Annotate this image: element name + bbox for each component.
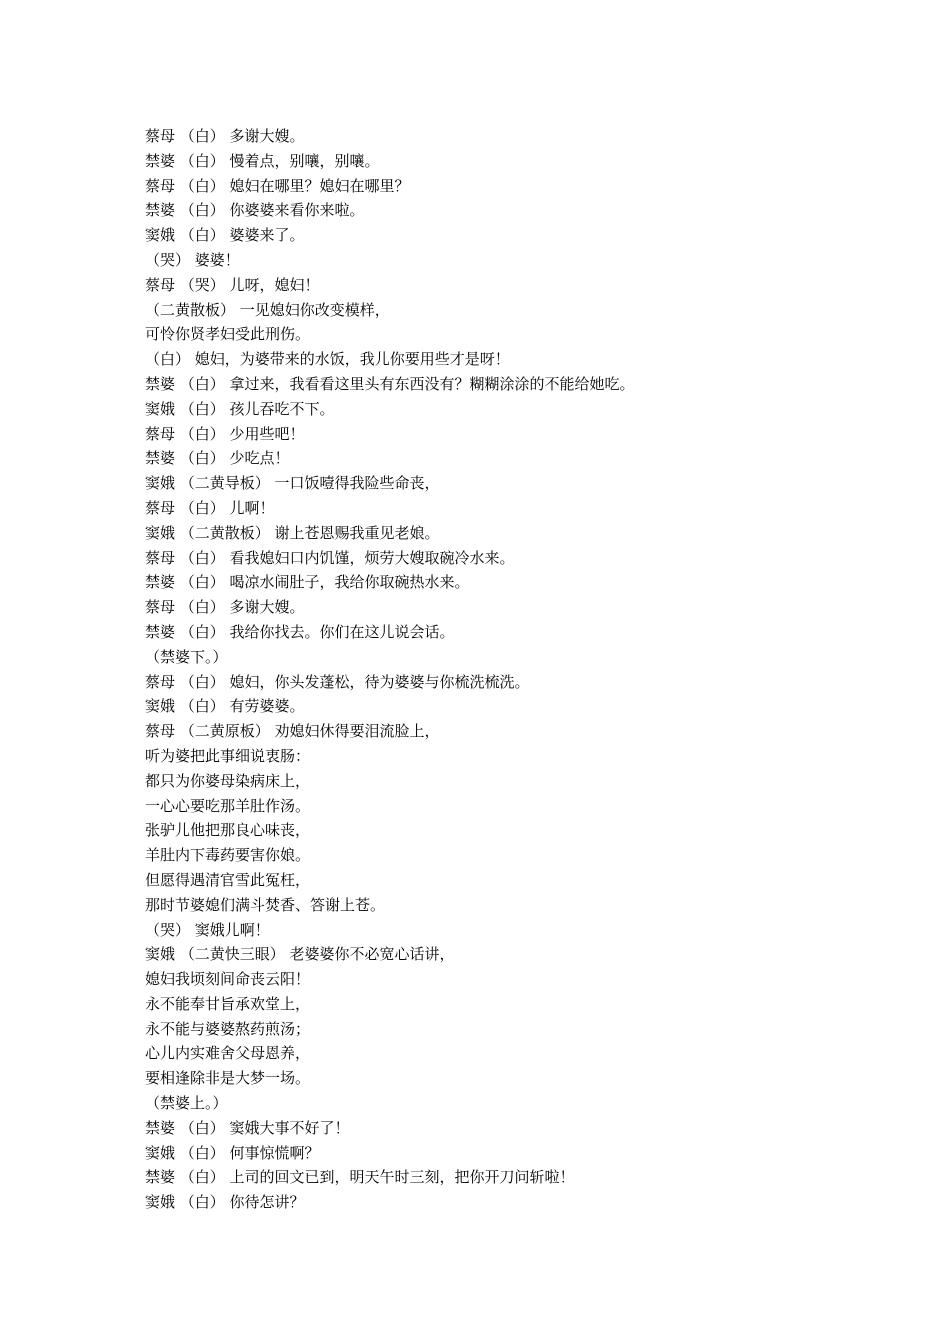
script-line: 窦娥 （二黄散板） 谢上苍恩赐我重见老娘。 (145, 523, 440, 542)
script-body (145, 124, 905, 1215)
script-line: 蔡母 （白） 儿啊！ (145, 498, 275, 517)
script-line: （哭） 婆婆！ (145, 250, 240, 269)
script-line: 蔡母 （白） 多谢大嫂。 (145, 598, 305, 617)
script-line: 都只为你婆母染病床上， (145, 771, 311, 790)
script-line: （二黄散板） 一见媳妇你改变模样， (145, 300, 390, 319)
script-line: 永不能奉甘旨承欢堂上， (145, 994, 311, 1013)
script-line: 蔡母 （哭） 儿呀，媳妇！ (145, 275, 320, 294)
script-line: 但愿得遇清官雪此冤枉， (145, 870, 311, 889)
script-line: 蔡母 （白） 看我媳妇口内饥馑，烦劳大嫂取碗冷水来。 (145, 548, 515, 567)
script-line: 禁婆 （白） 少吃点！ (145, 449, 290, 468)
script-line: 窦娥 （白） 你待怎讲？ (145, 1193, 305, 1212)
script-line: 一心心要吃那羊肚作汤。 (145, 796, 311, 815)
script-line: 禁婆 （白） 上司的回文已到，明天午时三刻，把你开刀问斩啦！ (145, 1168, 575, 1187)
script-line: 永不能与婆婆熬药煎汤； (145, 1019, 311, 1038)
script-line: 羊肚内下毒药要害你娘。 (145, 846, 311, 865)
script-line: 禁婆 （白） 窦娥大事不好了！ (145, 1118, 350, 1137)
script-line: 禁婆 （白） 拿过来，我看看这里头有东西没有？糊糊涂涂的不能给她吃。 (145, 374, 635, 393)
script-line: 窦娥 （白） 有劳婆婆。 (145, 697, 305, 716)
script-line: 窦娥 （二黄快三眼） 老婆婆你不必宽心话讲， (145, 945, 455, 964)
script-line: 窦娥 （白） 婆婆来了。 (145, 226, 305, 245)
script-line: 禁婆 （白） 喝凉水闹肚子，我给你取碗热水来。 (145, 573, 470, 592)
script-line: 心儿内实难舍父母恩养， (145, 1044, 311, 1063)
script-line: 窦娥 （二黄导板） 一口饭噎得我险些命丧， (145, 474, 440, 493)
script-line: 那时节婆媳们满斗焚香、答谢上苍。 (145, 895, 386, 914)
script-line: 蔡母 （白） 少用些吧！ (145, 424, 305, 443)
script-line: 可怜你贤孝妇受此刑伤。 (145, 325, 311, 344)
script-line: 禁婆 （白） 你婆婆来看你来啦。 (145, 201, 365, 220)
script-line: 禁婆 （白） 慢着点，别嚷，别嚷。 (145, 151, 380, 170)
script-line: （禁婆下。） (145, 647, 228, 666)
script-line: 窦娥 （白） 孩儿吞吃不下。 (145, 399, 335, 418)
script-line: 张驴儿他把那良心味丧， (145, 821, 311, 840)
script-line: 蔡母 （白） 媳妇，你头发蓬松，待为婆婆与你梳洗梳洗。 (145, 672, 530, 691)
script-line: （哭） 窦娥儿啊！ (145, 920, 270, 939)
script-line: 媳妇我顷刻间命丧云阳！ (145, 970, 311, 989)
script-line: 蔡母 （二黄原板） 劝媳妇休得要泪流脸上， (145, 722, 440, 741)
script-line: 要相逢除非是大梦一场。 (145, 1069, 311, 1088)
script-line: 蔡母 （白） 多谢大嫂。 (145, 127, 305, 145)
script-line: 禁婆 （白） 我给你找去。你们在这儿说会话。 (145, 622, 455, 641)
script-line: （禁婆上。） (145, 1094, 228, 1113)
script-line: 窦娥 （白） 何事惊慌啊？ (145, 1143, 320, 1162)
script-line: （白） 媳妇，为婆带来的水饭，我儿你要用些才是呀！ (145, 350, 510, 369)
script-line: 蔡母 （白） 媳妇在哪里？媳妇在哪里？ (145, 176, 410, 195)
script-line: 听为婆把此事细说衷肠： (145, 746, 311, 765)
